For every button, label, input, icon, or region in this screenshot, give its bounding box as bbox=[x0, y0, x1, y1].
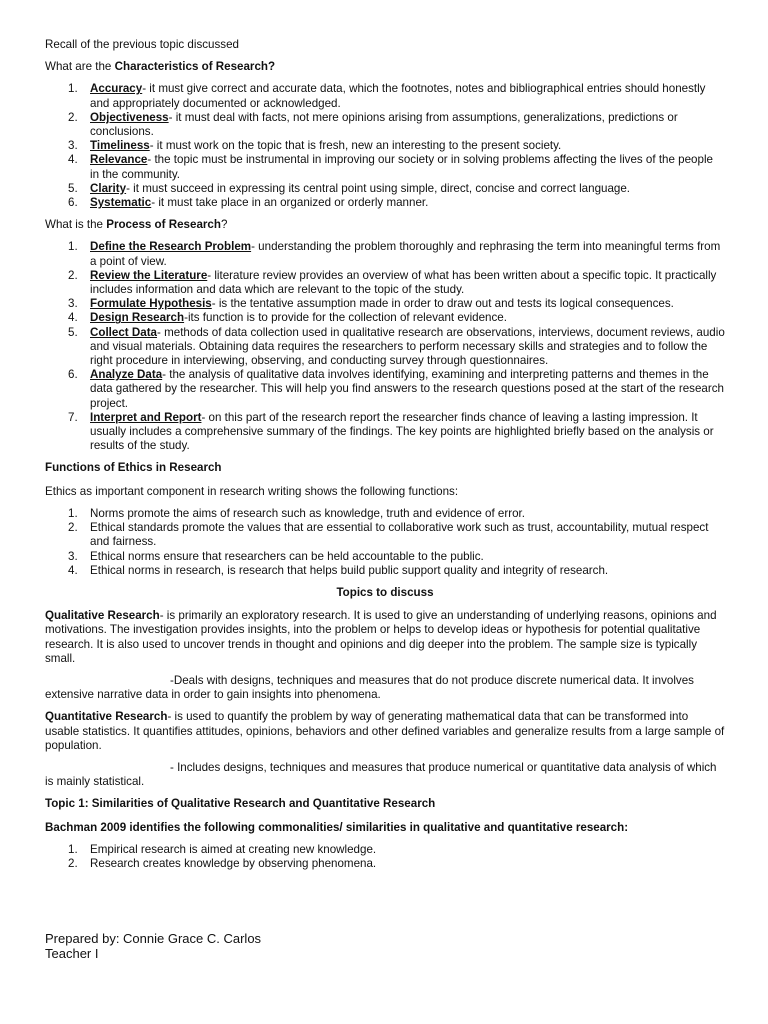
list-item: 4. Relevance- the topic must be instrumental in improving our society or in solving problems affecting the lives of the people in the community. bbox=[68, 153, 713, 181]
list-item: 2. Objectiveness- it must deal with facts, not mere opinions arising from assumptions, generalizations, predictions or conclusions. bbox=[68, 110, 678, 139]
list-item: 1. Norms promote the aims of research such as knowledge, truth and evidence of error. bbox=[68, 506, 525, 520]
qualitative-paragraph: Qualitative Research- is primarily an exploratory research. It is used to give an understanding of underlying reasons, opinions and motivations. The investigation provides insights, into the problem or helps to develop ideas or hypothesis for potential qualitative research. It is also used to uncover trends in thought and opinions and dig deeper into the problem. The sample size is typically small. bbox=[45, 609, 717, 665]
list-item: 1. Empirical research is aimed at creating new knowledge. bbox=[68, 842, 377, 856]
ethics-list bbox=[45, 507, 725, 578]
list-item: 5. Clarity- it must succeed in expressing its central point using simple, direct, concise and correct language. bbox=[68, 181, 631, 195]
quantitative-paragraph: Quantitative Research- is used to quantify the problem by way of generating mathematical data that can be transformed into usable statistics. It quantifies attitudes, opinions, behaviors and other defined variables and generalize results from a large sample of population. bbox=[45, 710, 725, 752]
list-item: 6. Systematic- it must take place in an organized or orderly manner. bbox=[68, 196, 429, 210]
list-item: 2. Research creates knowledge by observing phenomena. bbox=[68, 856, 377, 870]
characteristics-list bbox=[45, 82, 725, 210]
footer bbox=[45, 931, 261, 961]
list-item: 5. Collect Data- methods of data collection used in qualitative research are observations, interviews, document reviews, audio and visual materials. Obtaining data requires the researchers to perform necessary skills and strategies and to follow the right procedure in interviewing, observing, and conducting survey through questionnaires. bbox=[68, 325, 725, 368]
list-item: 2. Ethical standards promote the values that are essential to collaborative work such as trust, accountability, mutual respect and fairness. bbox=[68, 521, 709, 549]
topics-heading: Topics to discuss bbox=[336, 585, 434, 599]
list-item: 4. Design Research-its function is to provide for the collection of relevant evidence. bbox=[68, 311, 507, 325]
document-page bbox=[45, 38, 725, 879]
ethics-heading: Functions of Ethics in Research bbox=[45, 461, 222, 475]
quantitative-definition: - Includes designs, techniques and measures that produce numerical or quantitative data analysis of which is mainly statistical. bbox=[45, 760, 717, 789]
topic1-heading: Topic 1: Similarities of Qualitative Research and Quantitative Research bbox=[45, 797, 436, 811]
process-list bbox=[45, 240, 725, 453]
list-item: 3. Timeliness- it must work on the topic that is fresh, new an interesting to the present society. bbox=[68, 139, 562, 153]
recall-line: Recall of the previous topic discussed bbox=[45, 38, 239, 51]
list-item: 3. Ethical norms ensure that researchers can be held accountable to the public. bbox=[68, 549, 484, 563]
bachman-heading: Bachman 2009 identifies the following commonalities/ similarities in qualitative and quantitative research: bbox=[45, 820, 629, 834]
list-item: 7. Interpret and Report- on this part of the research report the researcher finds chance of leaving a lasting impression. It usually includes a comprehensive summary of the findings. The key points are highlighted briefly based on the analysis or results of the study. bbox=[68, 410, 714, 453]
ethics-intro: Ethics as important component in research writing shows the following functions: bbox=[45, 484, 459, 498]
list-item: 4. Ethical norms in research, is research that helps build public support quality and integrity of research. bbox=[68, 563, 609, 577]
list-item: 3. Formulate Hypothesis- is the tentative assumption made in order to draw out and tests its logical consequences. bbox=[68, 297, 674, 311]
list-item: 1. Define the Research Problem- understanding the problem thoroughly and rephrasing the term into meaningful terms from a point of view. bbox=[68, 240, 721, 268]
teacher-role: Teacher I bbox=[45, 946, 99, 961]
qualitative-definition: -Deals with designs, techniques and measures that do not produce discrete numerical data. It involves extensive narrative data in order to gain insights into phenomena. bbox=[45, 673, 694, 702]
prepared-by: Prepared by: Connie Grace C. Carlos bbox=[45, 931, 262, 946]
process-question: What is the Process of Research? bbox=[45, 218, 228, 232]
similarities-list bbox=[45, 843, 725, 871]
list-item: 2. Review the Literature- literature review provides an overview of what has been written about a specific topic. It practically includes information and data which are relevant to the topic of the study. bbox=[68, 268, 717, 297]
characteristics-question: What are the Characteristics of Research? bbox=[45, 60, 276, 74]
list-item: 6. Analyze Data- the analysis of qualitative data involves identifying, examining and interpreting patterns and themes in the data gathered by the researcher. This will help you find answers to the research questions posed at the start of the research project. bbox=[68, 368, 724, 410]
list-item: 1. Accuracy- it must give correct and accurate data, which the footnotes, notes and bibliographical entries should honestly and appropriately documented or acknowledged. bbox=[68, 82, 706, 110]
